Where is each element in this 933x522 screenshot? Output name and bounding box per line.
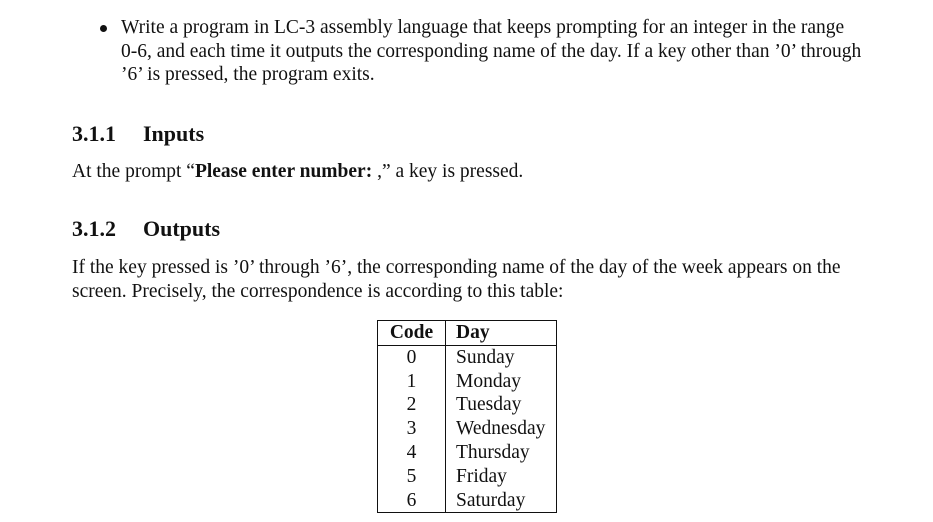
inputs-text-after: ,” a key is pressed. bbox=[377, 161, 524, 182]
outputs-paragraph bbox=[72, 256, 841, 304]
bullet-line: ’6’ is pressed, the program exits. bbox=[121, 64, 375, 85]
inputs-heading bbox=[72, 121, 204, 147]
day-cell: Friday bbox=[456, 465, 507, 487]
outputs-heading bbox=[72, 216, 220, 242]
day-cell: Monday bbox=[456, 370, 521, 392]
code-cell: 1 bbox=[378, 370, 446, 394]
day-cell: Wednesday bbox=[456, 418, 546, 440]
code-cell: 5 bbox=[378, 465, 446, 489]
outputs-section-title: Outputs bbox=[143, 216, 221, 241]
inputs-text-before: At the prompt “ bbox=[72, 161, 195, 182]
outputs-line: If the key pressed is ’0’ through ’6’, the corresponding name of the day of the week appears on the bbox=[72, 257, 841, 278]
code-cell: 0 bbox=[378, 345, 446, 369]
header-day: Day bbox=[446, 321, 557, 346]
day-cell: Thursday bbox=[456, 441, 530, 463]
bullet-line: Write a program in LC-3 assembly language that keeps prompting for an integer in the range bbox=[121, 17, 845, 38]
bullet-line: 0-6, and each time it outputs the corresponding name of the day. If a key other than ’0’ through bbox=[121, 40, 862, 62]
task-bullet bbox=[100, 16, 880, 87]
bullet-text bbox=[121, 16, 880, 87]
code-cell: 3 bbox=[378, 417, 446, 441]
table-row bbox=[378, 441, 557, 465]
day-cell: Saturday bbox=[456, 489, 526, 511]
header-code: Code bbox=[378, 321, 446, 346]
table-row bbox=[378, 370, 557, 394]
outputs-line: screen. Precisely, the correspondence is according to this table: bbox=[72, 281, 564, 302]
table-row bbox=[378, 345, 557, 369]
table-row bbox=[378, 417, 557, 441]
bullet-dot bbox=[100, 25, 107, 32]
inputs-section-number: 3.1.1 bbox=[72, 121, 116, 146]
day-cell: Tuesday bbox=[456, 394, 522, 416]
inputs-paragraph bbox=[72, 160, 523, 184]
code-cell: 4 bbox=[378, 441, 446, 465]
outputs-section-number: 3.1.2 bbox=[72, 216, 116, 241]
prompt-text: Please enter number: bbox=[194, 161, 378, 182]
inputs-section-title: Inputs bbox=[143, 121, 205, 146]
table-row bbox=[378, 393, 557, 417]
day-cell: Sunday bbox=[456, 346, 515, 368]
code-cell: 6 bbox=[378, 489, 446, 513]
table-header-row bbox=[378, 321, 557, 346]
table-row bbox=[378, 465, 557, 489]
day-code-table bbox=[377, 320, 557, 513]
table-row bbox=[378, 489, 557, 513]
code-cell: 2 bbox=[378, 393, 446, 417]
